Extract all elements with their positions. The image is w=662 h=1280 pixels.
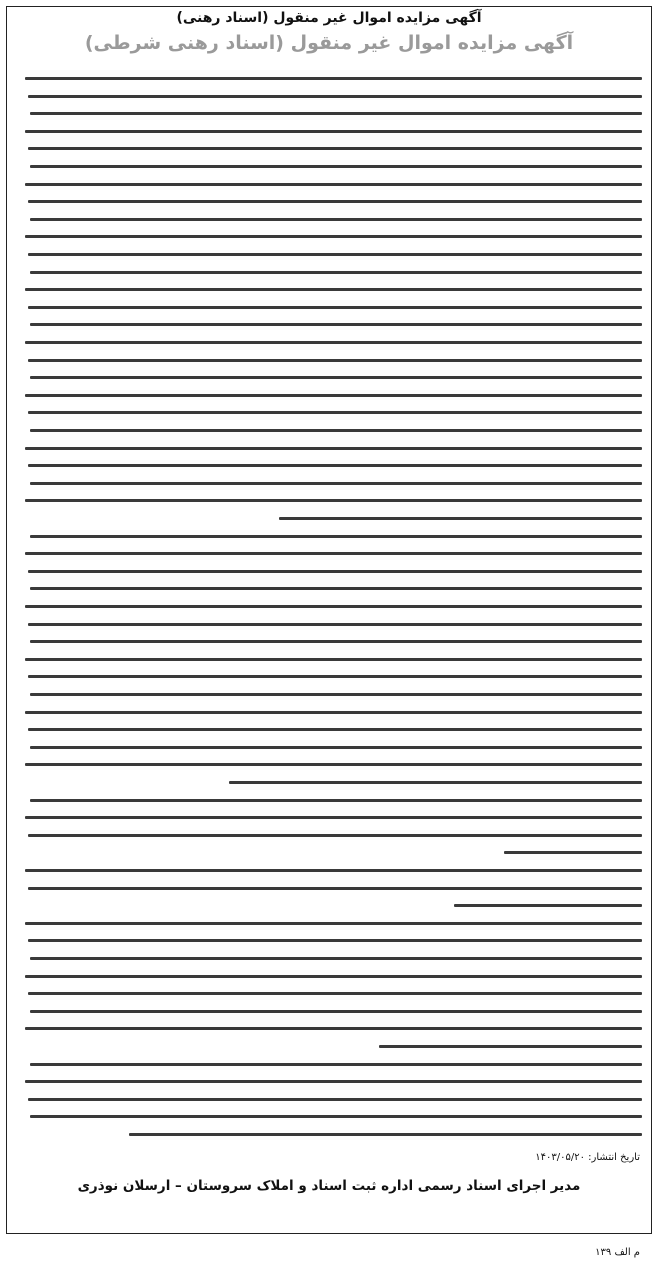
text-line (30, 482, 642, 485)
text-line (30, 799, 642, 802)
text-line (28, 95, 642, 98)
text-line (25, 711, 642, 714)
text-line (25, 394, 642, 397)
text-line (25, 763, 642, 766)
notice-body-text (16, 70, 642, 1150)
text-line (30, 271, 642, 274)
text-line (30, 165, 642, 168)
text-line (28, 675, 642, 678)
text-line (30, 957, 642, 960)
text-line (25, 975, 642, 978)
text-line (25, 130, 642, 133)
text-line (454, 904, 642, 907)
text-line (30, 1010, 642, 1013)
signature-line: مدیر اجرای اسناد رسمی اداره ثبت اسناد و املاک سروستان – ارسلان نوذری (77, 1178, 581, 1194)
text-line (30, 323, 642, 326)
text-line (28, 200, 642, 203)
text-line (28, 253, 642, 256)
text-line (28, 411, 642, 414)
text-line (28, 570, 642, 573)
text-line (30, 587, 642, 590)
text-line (25, 1027, 642, 1030)
text-line (25, 658, 642, 661)
text-line (28, 623, 642, 626)
text-line (28, 359, 642, 362)
text-line (30, 112, 642, 115)
text-line (25, 552, 642, 555)
text-line (28, 464, 642, 467)
auction-notice (6, 6, 652, 1268)
text-line (129, 1133, 642, 1136)
text-line (30, 376, 642, 379)
text-line (30, 535, 642, 538)
text-line (25, 77, 642, 80)
text-line (28, 992, 642, 995)
text-line (28, 1098, 642, 1101)
text-line (379, 1045, 642, 1048)
text-line (28, 834, 642, 837)
text-line (30, 693, 642, 696)
text-line (25, 499, 642, 502)
publish-date: ۱۴۰۳/۰۵/۲۰ (535, 1152, 585, 1163)
publish-date-line: تاریخ انتشار: ۱۴۰۳/۰۵/۲۰ (535, 1152, 640, 1163)
text-line (25, 816, 642, 819)
text-line (25, 288, 642, 291)
text-line (25, 922, 642, 925)
notice-code: م الف ۱۳۹ (595, 1247, 640, 1258)
text-line (30, 429, 642, 432)
text-line (30, 640, 642, 643)
text-line (25, 605, 642, 608)
text-line (30, 746, 642, 749)
text-line (25, 183, 642, 186)
text-line (30, 1115, 642, 1118)
text-line (25, 447, 642, 450)
text-line (28, 147, 642, 150)
notice-subtitle: آگهی مزایده اموال غیر منقول (اسناد رهنی شرطی) (84, 32, 574, 54)
text-line (25, 341, 642, 344)
text-line (504, 851, 642, 854)
text-line (28, 728, 642, 731)
text-line (28, 939, 642, 942)
text-line (229, 781, 642, 784)
text-line (279, 517, 642, 520)
text-line (30, 1063, 642, 1066)
text-line (28, 306, 642, 309)
text-line (30, 218, 642, 221)
notice-title: آگهی مزایده اموال غیر منقول (اسناد رهنی) (176, 10, 482, 26)
text-line (25, 235, 642, 238)
text-line (28, 887, 642, 890)
text-line (25, 869, 642, 872)
text-line (25, 1080, 642, 1083)
